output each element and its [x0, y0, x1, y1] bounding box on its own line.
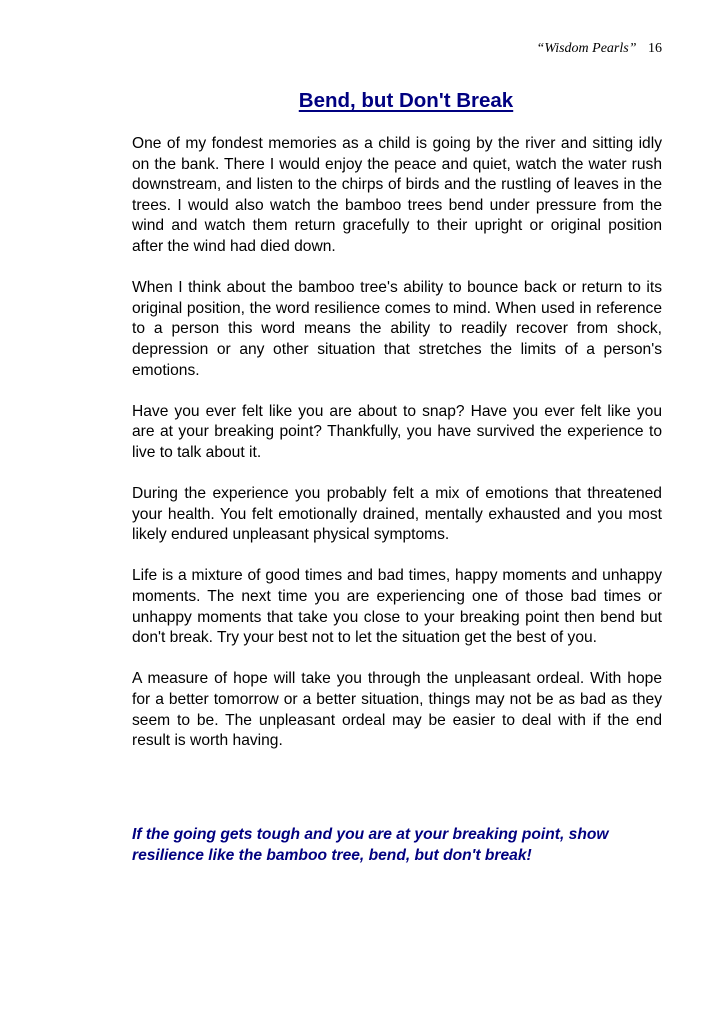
page-header	[537, 41, 662, 57]
paragraph: During the experience you probably felt a mix of emotions that threatened your health. You felt emotionally drained, mentally exhausted and you most likely endured unpleasant physical symptoms.	[132, 485, 662, 544]
closing-statement: If the going gets tough and you are at your breaking point, show resilience like the bamboo tree, bend, but don't break!	[132, 826, 609, 864]
article-body	[132, 134, 662, 772]
paragraph: A measure of hope will take you through the unpleasant ordeal. With hope for a better tomorrow or a better situation, things may not be as bad as they seem to be. The unpleasant ordeal may be easier to deal with if the end result is worth having.	[132, 670, 662, 750]
page-number: 16	[648, 41, 662, 56]
paragraph: When I think about the bamboo tree's ability to bounce back or return to its original position, the word resilience comes to mind. When used in reference to a person this word means the ability to readily recover from shock, depression or any other situation that stretches the limits of a person's emotions.	[132, 279, 662, 379]
paragraph: Life is a mixture of good times and bad times, happy moments and unhappy moments. The next time you are experiencing one of those bad times or unhappy moments that take you close to your breaking point then bend but don't break. Try your best not to let the situation get the best of you.	[132, 567, 662, 647]
paragraph: One of my fondest memories as a child is going by the river and sitting idly on the bank. There I would enjoy the peace and quiet, watch the water rush downstream, and listen to the chirps of birds and the rustling of leaves in the trees. I would also watch the bamboo trees bend under pressure from the wind and watch them return gracefully to their upright or original position after the wind had died down.	[132, 135, 662, 255]
paragraph: Have you ever felt like you are about to snap? Have you ever felt like you are at your breaking point? Thankfully, you have survived the experience to live to talk about it.	[132, 402, 662, 461]
book-title: “Wisdom Pearls”	[536, 41, 637, 56]
page-title: Bend, but Don't Break	[298, 89, 514, 112]
